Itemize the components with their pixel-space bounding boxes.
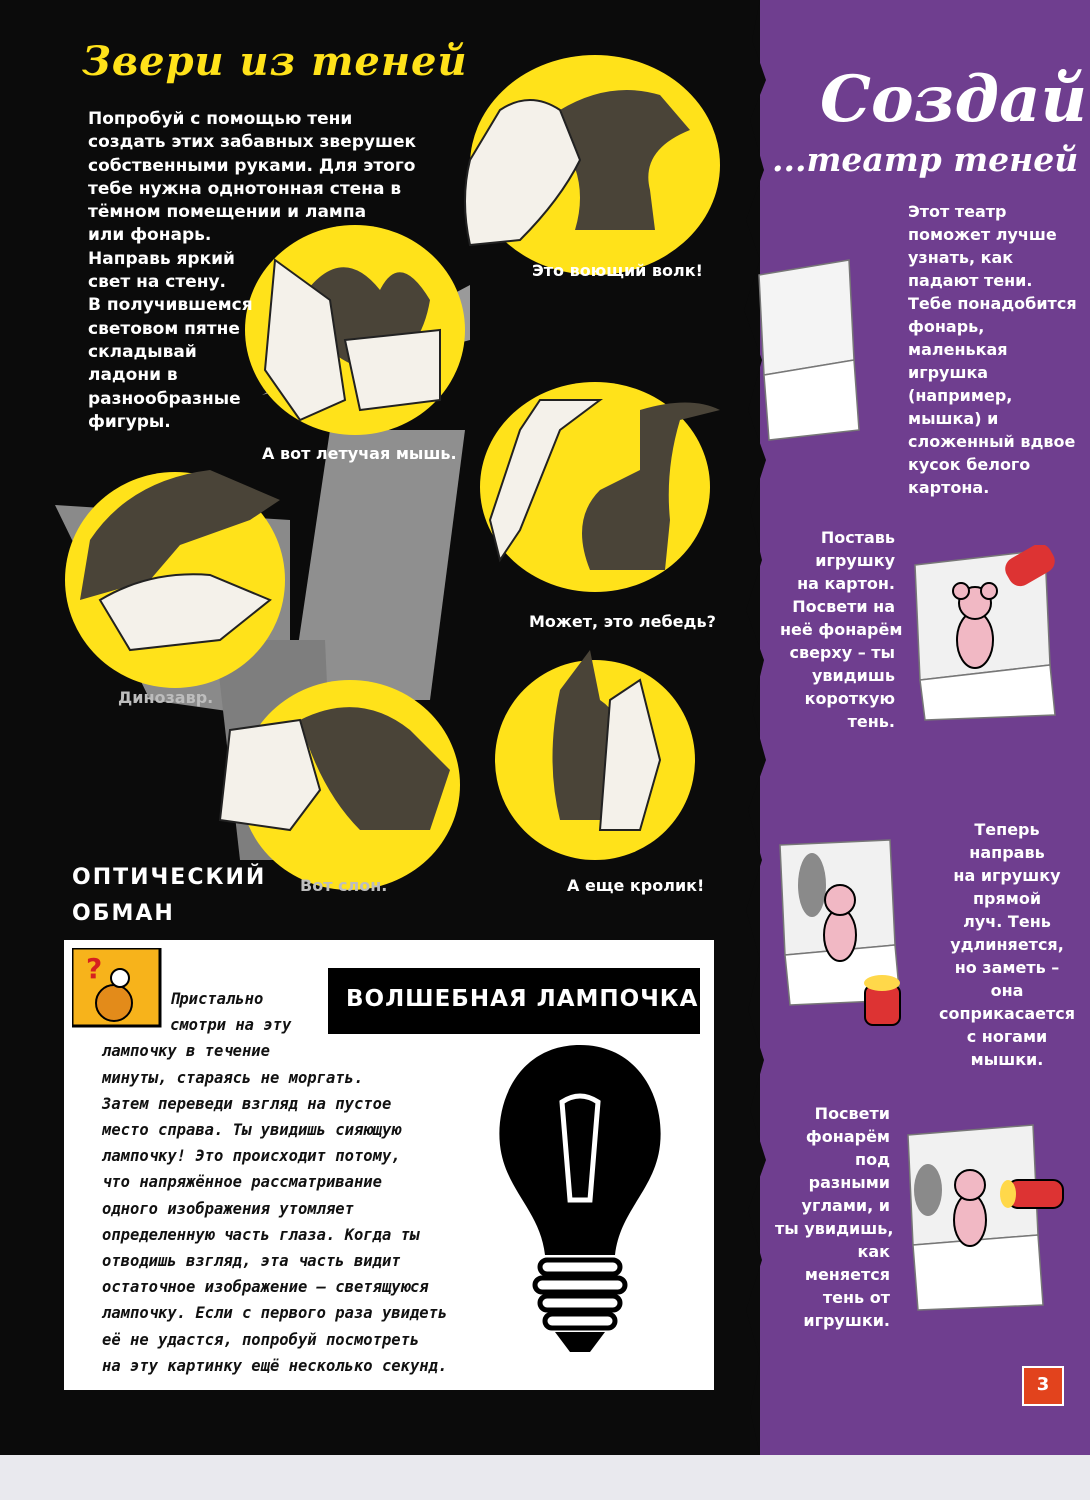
step-2-line: соприкасается	[938, 1004, 1075, 1023]
step-3-line: Посвети	[814, 1104, 890, 1123]
step-1-line: тень.	[847, 712, 895, 731]
page-number: 3	[1036, 1374, 1050, 1395]
step-2-line: удлиняется,	[950, 935, 1064, 954]
bulb-text-line: минуты, стараясь не моргать.	[102, 1068, 364, 1087]
intro-line: фигуры.	[88, 411, 171, 432]
optical-heading-line-1: ОПТИЧЕСКИЙ	[72, 865, 267, 890]
bulb-instructions	[102, 986, 522, 1379]
step-3-line: углами, и	[801, 1196, 890, 1215]
intro-line: складывай	[88, 341, 197, 362]
step-3-line: как	[857, 1242, 890, 1261]
step-3-mouse-illustration	[898, 1120, 1068, 1320]
caption-elephant: Вот слон.	[300, 876, 388, 895]
theatre-intro-line: (например,	[908, 386, 1013, 405]
step-1-line: сверху – ты	[789, 643, 895, 662]
step-2-line: на игрушку	[953, 866, 1061, 885]
page-title: Звери из теней	[82, 38, 468, 85]
intro-line: ладони в	[88, 365, 178, 386]
step-2-mouse-illustration	[770, 835, 920, 1035]
rabbit-spotlight	[495, 650, 695, 860]
step-1-line: Поставь	[820, 528, 895, 547]
step-1-text	[780, 526, 903, 733]
step-2-line: Теперь	[974, 820, 1040, 839]
intro-line: световом пятне	[88, 318, 240, 339]
step-3-line: разными	[808, 1173, 890, 1192]
bulb-text-line: что напряжённое рассматривание	[102, 1173, 382, 1192]
step-2-line: прямой	[972, 889, 1042, 908]
step-3-line: игрушки.	[803, 1311, 890, 1330]
bulb-text-line: остаточное изображение – светящуюся	[102, 1278, 429, 1297]
theatre-intro-line: мышка) и	[908, 409, 999, 428]
bulb-text-line: лампочку в течение	[102, 1042, 270, 1061]
intro-line: тебе нужна однотонная стена в	[88, 178, 402, 199]
step-1-mouse-illustration	[905, 545, 1065, 725]
folded-card-illustration	[754, 255, 864, 445]
step-3-line: фонарём	[805, 1127, 890, 1146]
step-3-line: тень от	[822, 1288, 890, 1307]
step-2-line: с ногами	[966, 1027, 1048, 1046]
bulb-screw-base	[535, 1260, 625, 1352]
bulb-text-line: лампочку! Это происходит потому,	[102, 1147, 401, 1166]
intro-line: В получившемся	[88, 295, 253, 316]
bulb-text-line: Пристально	[170, 990, 264, 1008]
svg-text:?: ?	[86, 952, 103, 985]
right-subtitle: ...театр теней	[772, 140, 1079, 179]
caption-wolf: Это воющий волк!	[532, 261, 703, 280]
bulb-text-line: на эту картинку ещё несколько секунд.	[102, 1356, 448, 1375]
step-1-line: на картон.	[797, 574, 895, 593]
light-bulb-illustration	[490, 1040, 670, 1360]
intro-line: Попробуй с помощью тени	[88, 109, 353, 129]
bulb-heading: ВОЛШЕБНАЯ ЛАМПОЧКА	[346, 986, 699, 1012]
step-1-line: игрушку	[815, 551, 895, 570]
right-title: Создай	[820, 62, 1087, 137]
step-3-text	[775, 1102, 894, 1332]
intro-line: собственными руками. Для этого	[88, 155, 416, 176]
step-2-line: направь	[969, 843, 1045, 862]
step-2-text	[932, 818, 1082, 1071]
step-2-line: луч. Тень	[963, 912, 1051, 931]
bulb-text-line: смотри на эту	[170, 1016, 292, 1035]
step-3-line: ты увидишь,	[775, 1219, 894, 1238]
step-1-line: Посвети на	[792, 597, 895, 616]
step-2-line: мышки.	[970, 1050, 1044, 1069]
optical-heading-line-2: ОБМАН	[72, 901, 175, 926]
theatre-intro-line: фонарь,	[908, 317, 985, 336]
theatre-intro-line: сложенный вдвое	[908, 432, 1076, 451]
step-3-line: под	[855, 1150, 890, 1169]
bulb-text-line: одного изображения утомляет	[102, 1199, 354, 1218]
theatre-intro	[908, 200, 1088, 499]
bulb-text-line: её не удастся, попробуй посмотреть	[102, 1330, 420, 1349]
dino-spotlight	[65, 470, 285, 688]
intro-text	[88, 108, 418, 434]
theatre-intro-line: картона.	[908, 478, 990, 497]
step-1-line: короткую	[804, 689, 895, 708]
intro-line: или фонарь.	[88, 225, 212, 246]
intro-line: тёмном помещении и лампа	[88, 202, 367, 223]
bulb-text-line: лампочку. Если с первого раза увидеть	[102, 1304, 448, 1323]
swan-spotlight	[480, 382, 720, 592]
caption-bat: А вот летучая мышь.	[262, 444, 457, 463]
theatre-intro-line: падают тени.	[908, 271, 1033, 290]
bulb-text-line: отводишь взгляд, эта часть видит	[102, 1252, 401, 1271]
intro-line: создать этих забавных зверушек	[88, 132, 417, 153]
intro-line: свет на стену.	[88, 272, 227, 293]
bulb-text-line: определенную часть глаза. Когда ты	[102, 1225, 420, 1244]
theatre-intro-line: Этот театр	[908, 202, 1007, 221]
caption-dino: Динозавр.	[118, 688, 214, 707]
theatre-intro-line: поможет лучше	[908, 225, 1057, 244]
step-1-line: увидишь	[811, 666, 895, 685]
step-2-line: она	[990, 981, 1024, 1000]
theatre-intro-line: маленькая	[908, 340, 1008, 359]
step-1-line: неё фонарём	[780, 620, 903, 639]
theatre-intro-line: кусок белого	[908, 455, 1031, 474]
optical-illusion-heading	[72, 860, 266, 932]
intro-line: Направь яркий	[88, 248, 235, 269]
step-2-line: но заметь –	[954, 958, 1060, 977]
bulb-text-line: место справа. Ты увидишь сияющую	[102, 1121, 401, 1140]
step-3-line: меняется	[804, 1265, 890, 1284]
caption-rabbit: А еще кролик!	[567, 876, 705, 895]
bulb-text-line: Затем переведи взгляд на пустое	[102, 1094, 392, 1113]
theatre-intro-line: Тебе понадобится	[908, 294, 1077, 313]
elephant-spotlight	[220, 680, 460, 890]
page-bottom-edge	[0, 1455, 1090, 1500]
caption-swan: Может, это лебедь?	[529, 612, 716, 631]
theatre-intro-line: игрушка	[908, 363, 989, 382]
intro-line: разнообразные	[88, 388, 241, 409]
wolf-spotlight	[465, 55, 720, 275]
theatre-intro-line: узнать, как	[908, 248, 1014, 267]
